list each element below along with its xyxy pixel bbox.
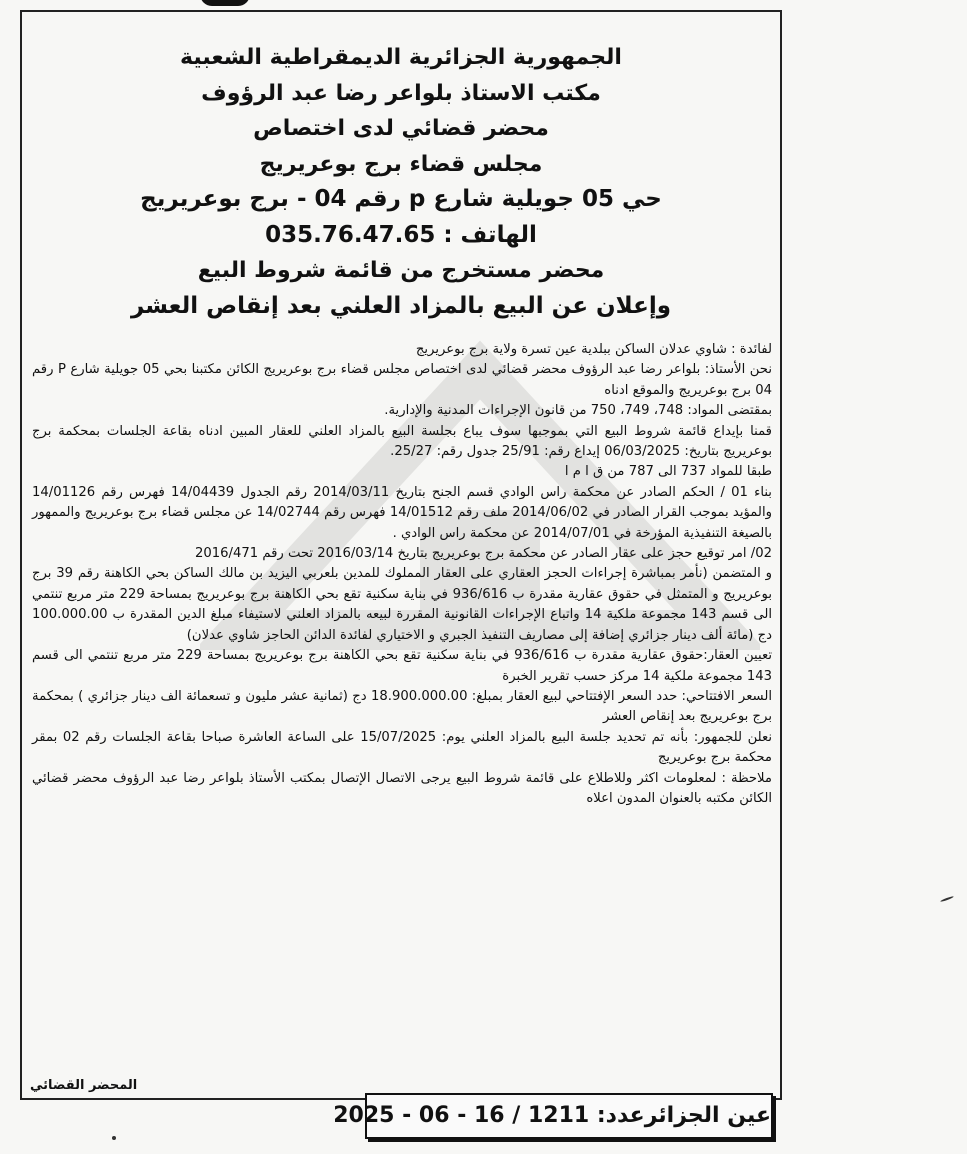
notice-body [32,340,772,809]
bailiff-paragraph: نحن الأستاذ: بلواعر رضا عبد الرؤوف محضر قضائي لدى اختصاص مجلس قضاء برج بوعريريج الكائن مكتبنا بحي 05 جويلية شارع P رقم 04 برج بوعريريج والموقع ادناه [32,362,772,398]
auction-announcement-title: وإعلان عن البيع بالمزاد العلني بعد إنقاص العشر [130,292,672,319]
office-role: محضر قضائي لدى اختصاص [253,116,549,141]
office-phone: الهاتف : 035.76.47.65 [265,221,537,248]
articles-reference-paragraph: طبقا للمواد 737 الى 787 من ق ا م ا [564,464,772,480]
seizure-details-paragraph: و المتضمن (نأمر بمباشرة إجراءات الحجز العقاري على العقار المملوك للمدين بلعربي اليزيد بن مالك الساكن بحي الكاهنة رقم 39 برج بوعريريج و المتمثل في حقوق عقارية مقدرة ب 936/616 في بناية سكنية تقع بحي الكاهنة برج بوعريريج بمساحة 229 متر مربع تنتمي الى قسم 143 مجموعة ملكية 14 واتباع الإجراءات القانونية المقررة لبيعه بالمزاد العلني لاستيفاء مبلغ الدين المقدرة ب 100.000.00 دج (مائة ألف دينار جزائري إضافة إلى مصاريف التنفيذ الجبري و الاختياري لفائدة الدائن الحاجز شاوي عدلان) [32,566,773,643]
scan-speck [940,896,954,903]
scan-speck [112,1136,116,1140]
note-paragraph: ملاحظة : لمعلومات اكثر وللاطلاع على قائمة شروط البيع يرجى الاتصال الإتصال بمكتب الأستاذ بلواعر رضا عبد الرؤوف محضر قضائي الكائن مكتبه بالعنوان المدون اعلاه [32,770,772,806]
property-designation-paragraph: تعيين العقار:حقوق عقارية مقدرة ب 936/616 في بناية سكنية تقع بحي الكاهنة برج بوعريريج بمساحة 229 متر مربع تنتمي الى قسم 143 مجموعة ملكية 14 مركز حسب تقرير الخبرة [32,648,772,684]
notice-subtitle: محضر مستخرج من قائمة شروط البيع [197,258,605,283]
notice-header [30,40,772,324]
office-address: حي 05 جويلية شارع p رقم 04 - برج بوعريريج [140,186,662,212]
public-announcement-paragraph: نعلن للجمهور: بأنه تم تحديد جلسة البيع بالمزاد العلني يوم: 15/07/2025 على الساعة العاشرة صباحا بقاعة الجلسات رقم 02 بمقر محكمة برج بوعريريج [32,729,773,766]
deposit-paragraph: قمنا بإيداع قائمة شروط البيع التي بموجبها سوف يباع بجلسة البيع بالمزاد العلني للعقار المبين ادناه بقاعة الجلسات بمحكمة برج بوعريريج بتاريخ: 06/03/2025 إيداع رقم: 25/91 جدول رقم: 25/27. [32,423,772,460]
publication-box: عين الجزائرعدد: 1211 / 16 - 06 - 2025 [365,1093,773,1139]
opening-price-paragraph: السعر الافتتاحي: حدد السعر الإفتتاحي لبيع العقار بمبلغ: 18.900.000.00 دج (ثمانية عشر مليون و تسعمائة الف دينار جزائري ) بمحكمة برج بوعريريج بعد إنقاص العشر [32,688,773,725]
signature-label: المحضر القضائي [30,1078,138,1093]
court-jurisdiction: مجلس قضاء برج بوعريريج [259,151,543,177]
office-name: مكتب الاستاذ بلواعر رضا عبد الرؤوف [201,80,601,106]
judgment-paragraph: بناء 01 / الحكم الصادر عن محكمة راس الوادي قسم الجنح بتاريخ 2014/03/11 رقم الجدول 14/04439 فهرس رقم 14/01126 والمؤيد بموجب القرار الصادر في 2014/06/02 ملف رقم 14/01512 فهرس رقم 14/02744 عن مجلس قضاء برج بوعريريج والممهور بالصيغة التنفيذية المؤرخة في 2014/07/01 عن محكمة راس الوادي . [32,484,772,541]
legal-articles-paragraph: بمقتضى المواد: 748، 749، 750 من قانون الإجراءات المدنية والإدارية. [384,403,772,419]
beneficiary-paragraph: لفائدة : شاوي عدلان الساكن ببلدية عين تسرة ولاية برج بوعريريج [415,342,772,357]
republic-title: الجمهورية الجزائرية الديمقراطية الشعبية [180,45,622,70]
top-edge-mark [200,0,250,6]
seizure-order-paragraph: 02/ امر توقيع حجز على عقار الصادر عن محكمة برج بوعريريج بتاريخ 2016/03/14 تحت رقم 2016/471 [194,546,772,562]
